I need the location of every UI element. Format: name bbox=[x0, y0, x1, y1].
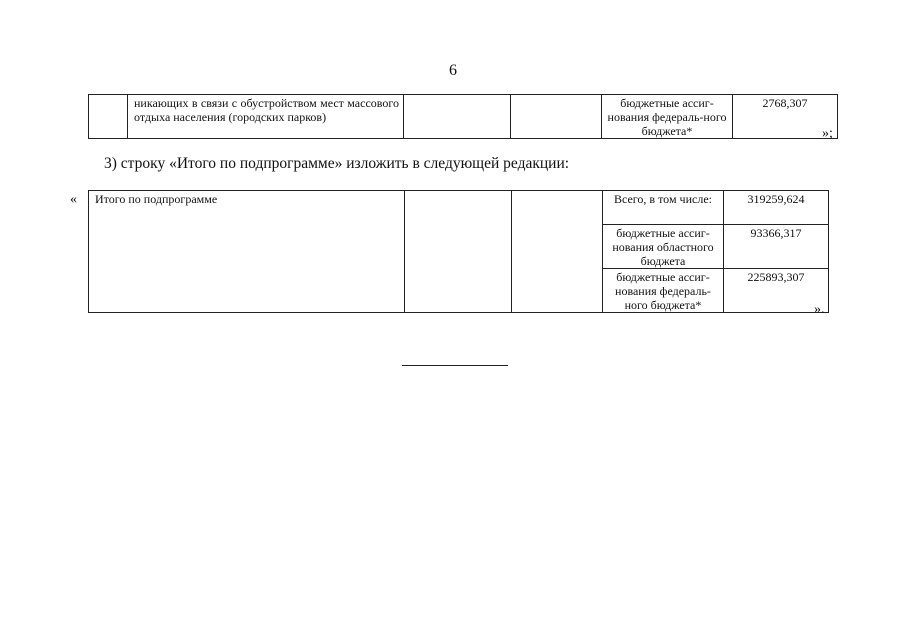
subprogram-total-table bbox=[88, 190, 829, 313]
amendment-paragraph: 3) строку «Итого по подпрограмме» изложить в следующей редакции: bbox=[104, 155, 570, 172]
empty-cell bbox=[89, 95, 128, 139]
funding-source: Всего, в том числе: bbox=[603, 191, 724, 225]
end-divider bbox=[402, 365, 508, 366]
funding-value: 225893,307 bbox=[724, 269, 829, 313]
funding-source: бюджетные ассиг-нования федераль-ного бюджета* bbox=[603, 269, 724, 313]
funding-value: 93366,317 bbox=[724, 225, 829, 269]
empty-cell bbox=[511, 95, 602, 139]
closing-quote-1: »; bbox=[822, 126, 833, 141]
empty-cell bbox=[404, 95, 511, 139]
funding-value: 319259,624 bbox=[724, 191, 829, 225]
funding-source: бюджетные ассиг-нования областного бюджета bbox=[603, 225, 724, 269]
closing-quote-2: ». bbox=[814, 302, 825, 317]
opening-quote: « bbox=[70, 192, 77, 207]
empty-cell bbox=[512, 191, 603, 313]
page-number: 6 bbox=[449, 62, 457, 79]
funding-value: 2768,307 bbox=[733, 95, 838, 139]
funding-source: бюджетные ассиг-нования федераль-ного бюджета* bbox=[602, 95, 733, 139]
total-label: Итого по подпрограмме bbox=[89, 191, 405, 313]
measure-description: никающих в связи с обустройством мест массового отдыха населения (городских парков) bbox=[128, 95, 404, 139]
subprogram-table-fragment bbox=[88, 94, 838, 139]
empty-cell bbox=[405, 191, 512, 313]
